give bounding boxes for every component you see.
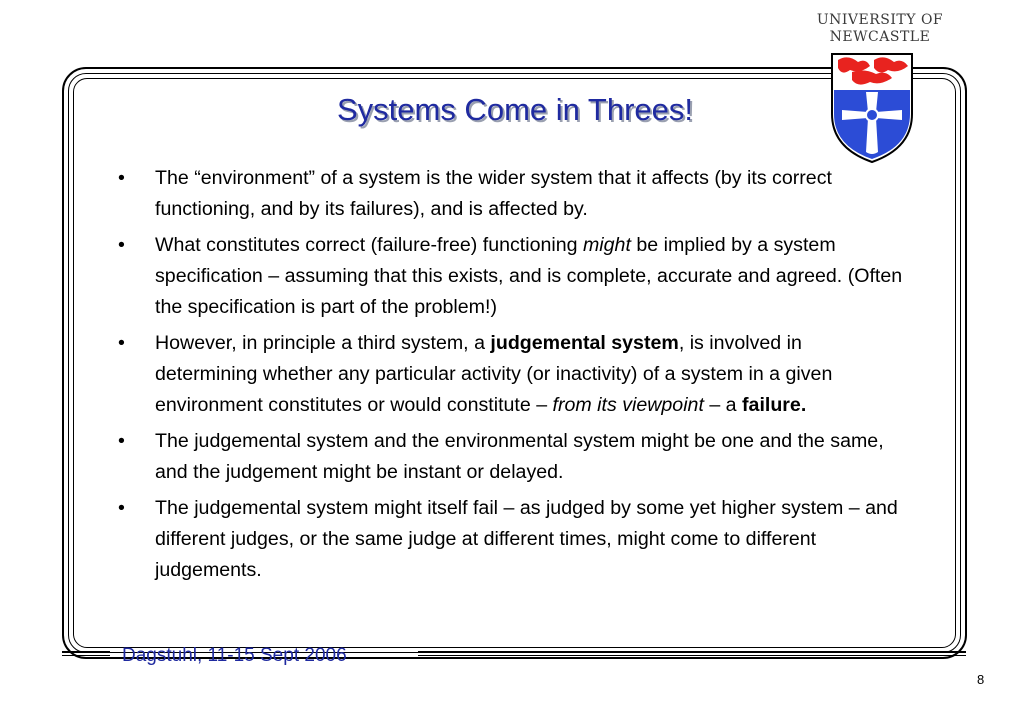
bullet-item (118, 230, 908, 323)
bullet-text-run: might (582, 234, 631, 256)
bullet-text-run: from its viewpoint (552, 394, 704, 416)
bullet-item (118, 426, 908, 488)
bullet-text-run: The “environment” of a system is the wider system that it affects (by its correct functioning, and by its failures), and is affected by. (155, 167, 832, 220)
bullet-marker: • (118, 332, 125, 354)
logo-line-2: NEWCASTLE (829, 29, 931, 45)
bullet-marker: • (118, 167, 125, 189)
bullet-marker: • (118, 234, 125, 256)
bullet-text-run: – a (703, 394, 743, 416)
footer-rule-right (418, 651, 966, 659)
footer-event: Dagstuhl, 11-15 Sept 2006 (122, 645, 347, 666)
bullet-text-run: failure. (742, 394, 807, 416)
page-number: 8 (977, 672, 985, 687)
bullet-text-run: However, in principle a third system, a (155, 332, 491, 354)
bullet-text-run: judgemental system (490, 332, 679, 354)
university-logo-text (815, 12, 945, 46)
logo-line-1: UNIVERSITY OF (816, 12, 944, 28)
bullet-marker: • (118, 430, 125, 452)
slide-title: Systems Come in Threes! (336, 92, 694, 127)
bullet-text-run: The judgemental system might itself fail – as judged by some yet higher system – and different judges, or the same judge at different times, might come to different judgements. (155, 497, 898, 581)
bullet-item (118, 328, 908, 421)
bullet-text-run: , is involved in determining whether any particular activity (or inactivity) of a system in a given environment constitutes or would constitute – (155, 332, 833, 416)
bullet-text-run: What constitutes correct (failure-free) functioning (155, 234, 583, 256)
bullet-item (118, 493, 908, 586)
bullet-marker: • (118, 497, 125, 519)
bullet-item (118, 163, 908, 225)
bullet-list (118, 163, 908, 591)
bullet-text-run: The judgemental system and the environmental system might be one and the same, and the judgement might be instant or delayed. (155, 430, 884, 483)
bullet-text-run: be implied by a system specification – assuming that this exists, and is complete, accurate and agreed. (Often the specification is part of the problem!) (155, 234, 903, 318)
footer-rule-left (62, 651, 110, 659)
